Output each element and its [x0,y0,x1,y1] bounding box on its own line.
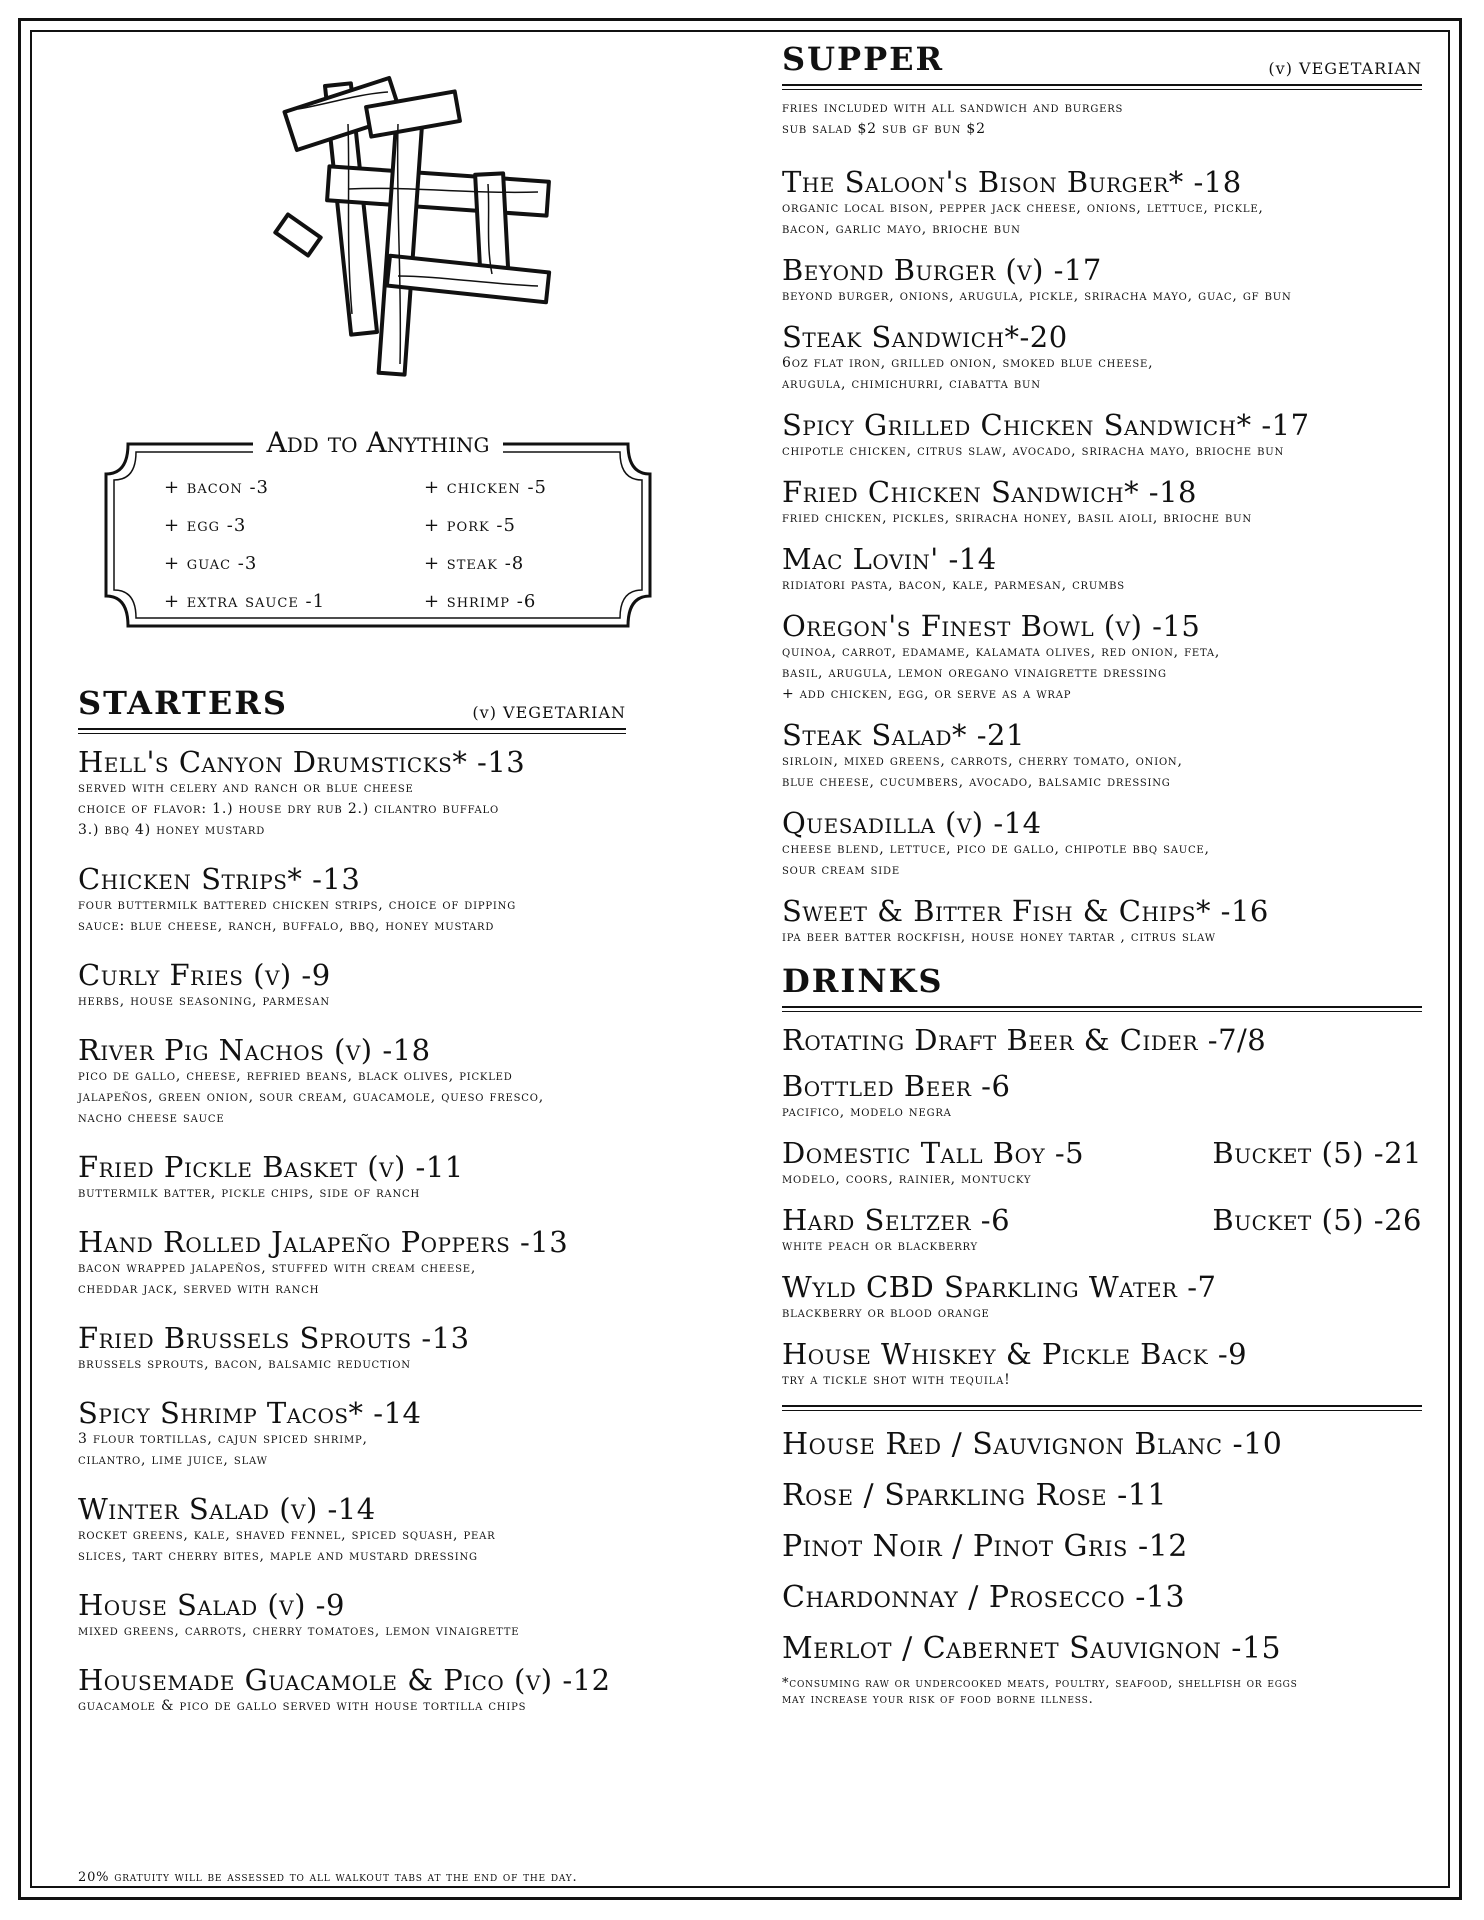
starters-header [78,684,626,722]
drink-row [782,1137,1422,1169]
starters-list [78,746,626,1717]
add-on-item: + guac -3 [164,553,258,574]
drink-row [782,1070,1422,1102]
supper-intro [782,98,1422,140]
menu-item [782,254,1422,307]
item-description: quinoa, carrot, edamame, kalamata olives, red onion, feta, [782,644,1221,660]
wine-item: Chardonnay / Prosecco -13 [782,1580,1186,1615]
drink-description: pacifico, modelo negra [782,1104,952,1120]
drink-row [782,1271,1422,1303]
drink-description: try a tickle shot with tequila! [782,1372,1011,1388]
drink-row [782,1338,1422,1370]
supper-veg-note: (v) VEGETARIAN [1268,59,1422,78]
drink-description: blackberry or blood orange [782,1305,990,1321]
item-description: choice of flavor: 1.) house dry rub 2.) cilantro buffalo [78,801,499,817]
drink-name: Bottled Beer -6 [782,1069,1011,1103]
drink-item [782,1024,1422,1056]
right-column [782,40,1422,1708]
starters-rule [78,728,626,734]
item-description: cheddar jack, served with ranch [78,1281,320,1297]
supper-list [782,166,1422,948]
item-description: organic local bison, pepper jack cheese, onions, lettuce, pickle, [782,200,1264,216]
menu-item [782,719,1422,793]
item-description: mixed greens, carrots, cherry tomatoes, lemon vinaigrette [78,1623,520,1639]
drink-name: Rotating Draft Beer & Cider -7/8 [782,1023,1267,1057]
menu-item [782,895,1422,948]
drink-item [782,1204,1422,1257]
item-name: Mac Lovin' -14 [782,542,997,576]
disclaimer [782,1676,1422,1708]
item-description: + add chicken, egg, or serve as a wrap [782,686,1072,702]
supper-intro-line: fries included with all sandwich and burgers [782,100,1124,116]
item-name: Steak Salad* -21 [782,718,1025,752]
item-description: rocket greens, kale, shaved fennel, spiced squash, pear [78,1527,496,1543]
item-description: slices, tart cherry bites, maple and mustard dressing [78,1548,478,1564]
item-description: sour cream side [782,862,900,878]
gratuity-note: 20% gratuity will be assessed to all walkout tabs at the end of the day. [78,1870,578,1885]
menu-item [782,321,1422,395]
add-on-item: + bacon -3 [164,477,269,498]
item-description: sauce: blue cheese, ranch, buffalo, bbq, honey mustard [78,918,495,934]
drink-row [782,1204,1422,1236]
item-description: ridiatori pasta, bacon, kale, parmesan, crumbs [782,577,1125,593]
item-description: bacon, garlic mayo, brioche bun [782,221,1021,237]
item-description: 3 flour tortillas, cajun spiced shrimp, [78,1431,368,1447]
drinks-title: DRINKS [782,962,944,1000]
item-description: guacamole & pico de gallo served with house tortilla chips [78,1698,527,1714]
menu-item [782,166,1422,240]
add-on-item: + extra sauce -1 [164,591,326,612]
item-description: cilantro, lime juice, slaw [78,1452,268,1468]
item-description: nacho cheese sauce [78,1110,225,1126]
menu-item [78,746,626,841]
menu-item [782,610,1422,705]
item-description: beyond burger, onions, arugula, pickle, sriracha mayo, guac, gf bun [782,288,1292,304]
menu-item [78,1397,626,1471]
item-name: Beyond Burger (v) -17 [782,253,1102,287]
menu-item [78,1322,626,1375]
item-description: served with celery and ranch or blue cheese [78,780,414,796]
item-description: chipotle chicken, citrus slaw, avocado, sriracha mayo, brioche bun [782,443,1285,459]
item-description: herbs, house seasoning, parmesan [78,993,330,1009]
item-name: The Saloon's Bison Burger* -18 [782,165,1242,199]
item-description: 3.) bbq 4) honey mustard [78,822,266,838]
drinks-header [782,962,1422,1000]
wine-item: Pinot Noir / Pinot Gris -12 [782,1529,1188,1564]
item-name: Steak Sandwich*-20 [782,320,1068,354]
item-name: House Salad (v) -9 [78,1588,345,1622]
add-on-item: + steak -8 [424,553,525,574]
item-description: pico de gallo, cheese, refried beans, black olives, pickled [78,1068,513,1084]
menu-item [78,959,626,1012]
item-name: Fried Chicken Sandwich* -18 [782,475,1197,509]
item-name: Sweet & Bitter Fish & Chips* -16 [782,894,1269,928]
item-description: ipa beer batter rockfish, house honey tartar , citrus slaw [782,929,1216,945]
add-ons-grid [164,476,604,614]
drinks-rule [782,1006,1422,1012]
starters-veg-note: (v) VEGETARIAN [472,703,626,722]
wine-rule [782,1405,1422,1411]
supper-title: SUPPER [782,40,945,78]
drink-description: modelo, coors, rainier, montucky [782,1171,1032,1187]
menu-item [782,807,1422,881]
item-description: arugula, chimichurri, ciabatta bun [782,376,1041,392]
item-name: Spicy Shrimp Tacos* -14 [78,1396,422,1430]
drink-name: Wyld CBD Sparkling Water -7 [782,1270,1217,1304]
item-name: Chicken Strips* -13 [78,862,361,896]
item-description: buttermilk batter, pickle chips, side of ranch [78,1185,420,1201]
drink-bucket-price: Bucket (5) -21 [1212,1136,1422,1170]
item-name: Winter Salad (v) -14 [78,1492,376,1526]
supper-header [782,40,1422,78]
item-name: Fried Pickle Basket (v) -11 [78,1150,464,1184]
wine-item: House Red / Sauvignon Blanc -10 [782,1427,1283,1462]
drink-item [782,1338,1422,1391]
item-description: brussels sprouts, bacon, balsamic reduction [78,1356,411,1372]
item-name: Hell's Canyon Drumsticks* -13 [78,745,526,779]
drink-item [782,1271,1422,1324]
drink-description: white peach or blackberry [782,1238,978,1254]
item-description: 6oz flat iron, grilled onion, smoked blue cheese, [782,355,1154,371]
menu-item [78,1034,626,1129]
wooden-logo-icon [268,64,588,394]
drink-name: Domestic Tall Boy -5 [782,1136,1085,1170]
add-on-item: + egg -3 [164,515,247,536]
item-description: cheese blend, lettuce, pico de gallo, chipotle bbq sauce, [782,841,1210,857]
disclaimer-line: may increase your risk of food borne illness. [782,1692,1094,1707]
item-name: Curly Fries (v) -9 [78,958,331,992]
drink-name: Hard Seltzer -6 [782,1203,1011,1237]
add-on-item: + pork -5 [424,515,516,536]
item-name: Housemade Guacamole & Pico (v) -12 [78,1663,611,1697]
item-description: blue cheese, cucumbers, avocado, balsamic dressing [782,774,1171,790]
drink-item [782,1070,1422,1123]
drinks-list [782,1024,1422,1391]
item-description: sirloin, mixed greens, carrots, cherry tomato, onion, [782,753,1183,769]
wine-list [782,1419,1422,1674]
item-name: Quesadilla (v) -14 [782,806,1042,840]
drink-item [782,1137,1422,1190]
menu-item [78,1226,626,1300]
item-name: Oregon's Finest Bowl (v) -15 [782,609,1201,643]
item-description: jalapeños, green onion, sour cream, guacamole, queso fresco, [78,1089,545,1105]
item-name: River Pig Nachos (v) -18 [78,1033,431,1067]
menu-item [78,1664,626,1717]
disclaimer-line: *consuming raw or undercooked meats, poultry, seafood, shellfish or eggs [782,1676,1298,1691]
menu-item [78,1151,626,1204]
item-description: four buttermilk battered chicken strips, choice of dipping [78,897,517,913]
item-description: basil, arugula, lemon oregano vinaigrette dressing [782,665,1167,681]
drink-name: House Whiskey & Pickle Back -9 [782,1337,1248,1371]
menu-item [78,1493,626,1567]
item-name: Spicy Grilled Chicken Sandwich* -17 [782,408,1310,442]
starters-section [78,684,626,1739]
drink-row [782,1024,1422,1056]
starters-title: STARTERS [78,684,288,722]
wine-item: Merlot / Cabernet Sauvignon -15 [782,1631,1282,1666]
item-name: Hand Rolled Jalapeño Poppers -13 [78,1225,569,1259]
menu-item [78,863,626,937]
menu-item [782,409,1422,462]
menu-item [782,476,1422,529]
menu-item [782,543,1422,596]
add-on-item: + chicken -5 [424,477,548,498]
supper-intro-line: sub salad $2 sub gf bun $2 [782,121,986,137]
wine-item: Rose / Sparkling Rose -11 [782,1478,1167,1513]
item-description: fried chicken, pickles, sriracha honey, basil aioli, brioche bun [782,510,1252,526]
menu-item [78,1589,626,1642]
supper-rule [782,84,1422,90]
item-name: Fried Brussels Sprouts -13 [78,1321,470,1355]
add-to-anything-title: Add to Anything [98,426,658,459]
drink-bucket-price: Bucket (5) -26 [1212,1203,1422,1237]
item-description: bacon wrapped jalapeños, stuffed with cream cheese, [78,1260,477,1276]
add-on-item: + shrimp -6 [424,591,537,612]
add-to-anything-box [98,426,658,640]
